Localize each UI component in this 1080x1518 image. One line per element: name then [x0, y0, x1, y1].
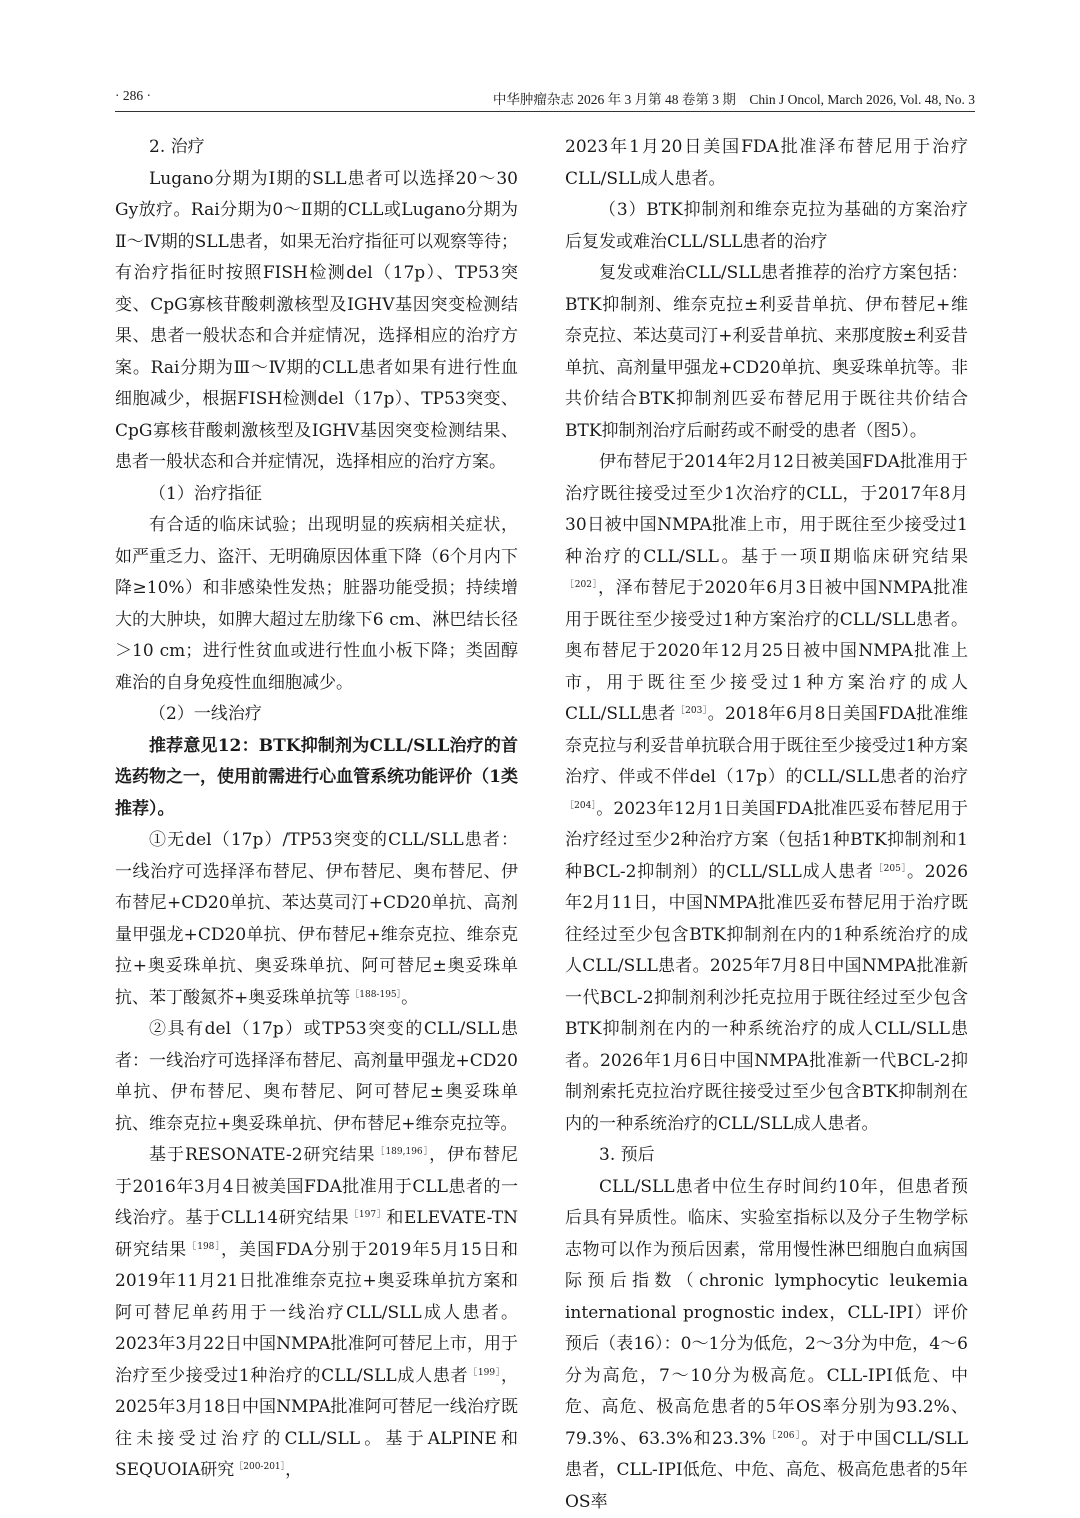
section-heading-treatment: 2. 治疗 — [115, 132, 518, 164]
subheading-indications: （1）治疗指征 — [115, 479, 518, 511]
subheading-relapsed: （3）BTK抑制剂和维奈克拉为基础的方案治疗后复发或难治CLL/SLL患者的治疗 — [565, 195, 968, 258]
page-number: · 286 · — [115, 88, 151, 104]
citation-ref: ［206］ — [766, 1431, 802, 1441]
citation-ref: ［200-201］ — [234, 1462, 285, 1472]
left-column — [115, 132, 518, 1487]
paragraph-prognosis: CLL/SLL患者中位生存时间约10年，但患者预后具有异质性。临床、实验室指标以及分子生物学标志物可以作为预后因素，常用慢性淋巴细胞白血病国际预后指数（chronic lymphocytic leukemia international prognostic index，CLL-IPI）评价预后（表16）：0～1分为低危，2～3分为中危，4～6分为高危，7～10分为极高危。CLL-IPI低危、中危、高危、极高危患者的5年OS率分别为93.2%、79.3%、63.3%和23.3%$^{[206]}$。对于中国CLL/SLL患者，CLL-IPI低危、中危、高危、极高危患者的5年OS率 — [565, 1172, 968, 1518]
paragraph-relapsed-approvals: 伊布替尼于2014年2月12日被美国FDA批准用于治疗既往接受过至少1次治疗的CLL，于2017年8月30日被中国NMPA批准上市，用于既往至少接受过1种治疗的CLL/SLL。基于一项Ⅱ期临床研究结果$^{[202]}$，泽布替尼于2020年6月3日被中国NMPA批准用于既往至少接受过1种方案治疗的CLL/SLL患者。奥布替尼于2020年12月25日被中国NMPA批准上市，用于既往至少接受过1种方案治疗的成人CLL/SLL患者$^{[203]}$。2018年6月8日美国FDA批准维奈克拉与利妥昔单抗联合用于既往至少接受过1种方案治疗、伴或不伴del（17p）的CLL/SLL患者的治疗$^{[204]}$。2023年12月1日美国FDA批准匹妥布替尼用于治疗经过至少2种治疗方案（包括1种BTK抑制剂和1种BCL-2抑制剂）的CLL/SLL成人患者$^{[205]}$。2026年2月11日，中国NMPA批准匹妥布替尼用于治疗既往经过至少包含BTK抑制剂在内的1种系统治疗的成人CLL/SLL患者。2025年7月8日中国NMPA批准新一代BCL-2抑制剂利沙托克拉用于既往经过至少包含BTK抑制剂在内的一种系统治疗的成人CLL/SLL患者。2026年1月6日中国NMPA批准新一代BCL-2抑制剂索托克拉治疗既往接受过至少包含BTK抑制剂在内的一种系统治疗的CLL/SLL成人患者。 — [565, 447, 968, 1140]
citation-ref: ［205］ — [874, 864, 907, 874]
paragraph-relapsed-regimens: 复发或难治CLL/SLL患者推荐的治疗方案包括：BTK抑制剂、维奈克拉±利妥昔单抗、伊布替尼+维奈克拉、苯达莫司汀+利妥昔单抗、来那度胺±利妥昔单抗、高剂量甲强龙+CD20单抗、奥妥珠单抗等。非共价结合BTK抑制剂匹妥布替尼用于既往共价结合BTK抑制剂治疗后耐药或不耐受的患者（图5）。 — [565, 258, 968, 447]
recommendation-12: 推荐意见12：BTK抑制剂为CLL/SLL治疗的首选药物之一，使用前需进行心血管系统功能评价（1类推荐）。 — [115, 731, 518, 826]
journal-citation: 中华肿瘤杂志 2026 年 3 月第 48 卷第 3 期 Chin J Oncol, March 2026, Vol. 48, No. 3 — [493, 88, 975, 108]
paragraph-no-del17p: ①无del（17p）/TP53突变的CLL/SLL患者：一线治疗可选择泽布替尼、伊布替尼、奥布替尼、伊布替尼+CD20单抗、苯达莫司汀+CD20单抗、高剂量甲强龙+CD20单抗、伊布替尼+维奈克拉、维奈克拉+奥妥珠单抗、奥妥珠单抗、阿可替尼±奥妥珠单抗、苯丁酸氮芥+奥妥珠单抗等$^{[188-195]}$。 — [115, 825, 518, 1014]
citation-ref: ［204］ — [565, 801, 596, 811]
paragraph-indications: 有合适的临床试验；出现明显的疾病相关症状，如严重乏力、盗汗、无明确原因体重下降（6个月内下降≥10%）和非感染性发热；脏器功能受损；持续增大的大肿块，如脾大超过左肋缘下6 cm、淋巴结长径＞10 cm；进行性贫血或进行性血小板下降；类固醇难治的自身免疫性血细胞减少。 — [115, 510, 518, 699]
section-heading-prognosis: 3. 预后 — [565, 1140, 968, 1172]
paragraph-continuation: 2023年1月20日美国FDA批准泽布替尼用于治疗CLL/SLL成人患者。 — [565, 132, 968, 195]
citation-ref: ［188-195］ — [350, 990, 401, 1000]
paragraph-del17p: ②具有del（17p）或TP53突变的CLL/SLL患者：一线治疗可选择泽布替尼、高剂量甲强龙+CD20单抗、伊布替尼、奥布替尼、阿可替尼±奥妥珠单抗、维奈克拉+奥妥珠单抗、伊布替尼+维奈克拉等。 — [115, 1014, 518, 1140]
citation-ref: ［189,196］ — [375, 1147, 429, 1157]
citation-ref: ［202］ — [565, 580, 598, 590]
header-rule — [115, 111, 975, 112]
citation-ref: ［198］ — [187, 1242, 221, 1252]
subheading-first-line: （2）一线治疗 — [115, 699, 518, 731]
right-column — [565, 132, 968, 1518]
citation-ref: ［199］ — [468, 1368, 501, 1378]
paragraph-staging-treatment: Lugano分期为Ⅰ期的SLL患者可以选择20～30 Gy放疗。Rai分期为0～Ⅱ期的CLL或Lugano分期为Ⅱ～Ⅳ期的SLL患者，如果无治疗指征可以观察等待；有治疗指征时按照FISH检测del（17p）、TP53突变、CpG寡核苷酸刺激核型及IGHV基因突变检测结果、患者一般状态和合并症情况，选择相应的治疗方案。Rai分期为Ⅲ～Ⅳ期的CLL患者如果有进行性血细胞减少，根据FISH检测del（17p）、TP53突变、CpG寡核苷酸刺激核型及IGHV基因突变检测结果、患者一般状态和合并症情况，选择相应的治疗方案。 — [115, 164, 518, 479]
running-header — [115, 86, 975, 110]
citation-ref: ［197］ — [349, 1210, 386, 1220]
paragraph-approvals: 基于RESONATE-2研究结果$^{[189,196]}$，伊布替尼于2016年3月4日被美国FDA批准用于CLL患者的一线治疗。基于CLL14研究结果$^{[197]}$和ELEVATE-TN研究结果$^{[198]}$，美国FDA分别于2019年5月15日和2019年11月21日批准维奈克拉+奥妥珠单抗方案和阿可替尼单药用于一线治疗CLL/SLL成人患者。2023年3月22日中国NMPA批准阿可替尼上市，用于治疗至少接受过1种治疗的CLL/SLL成人患者$^{[199]}$，2025年3月18日中国NMPA批准阿可替尼一线治疗既往未接受过治疗的CLL/SLL。基于ALPINE和SEQUOIA研究$^{[200-201]}$， — [115, 1140, 518, 1487]
citation-ref: ［203］ — [676, 706, 708, 716]
